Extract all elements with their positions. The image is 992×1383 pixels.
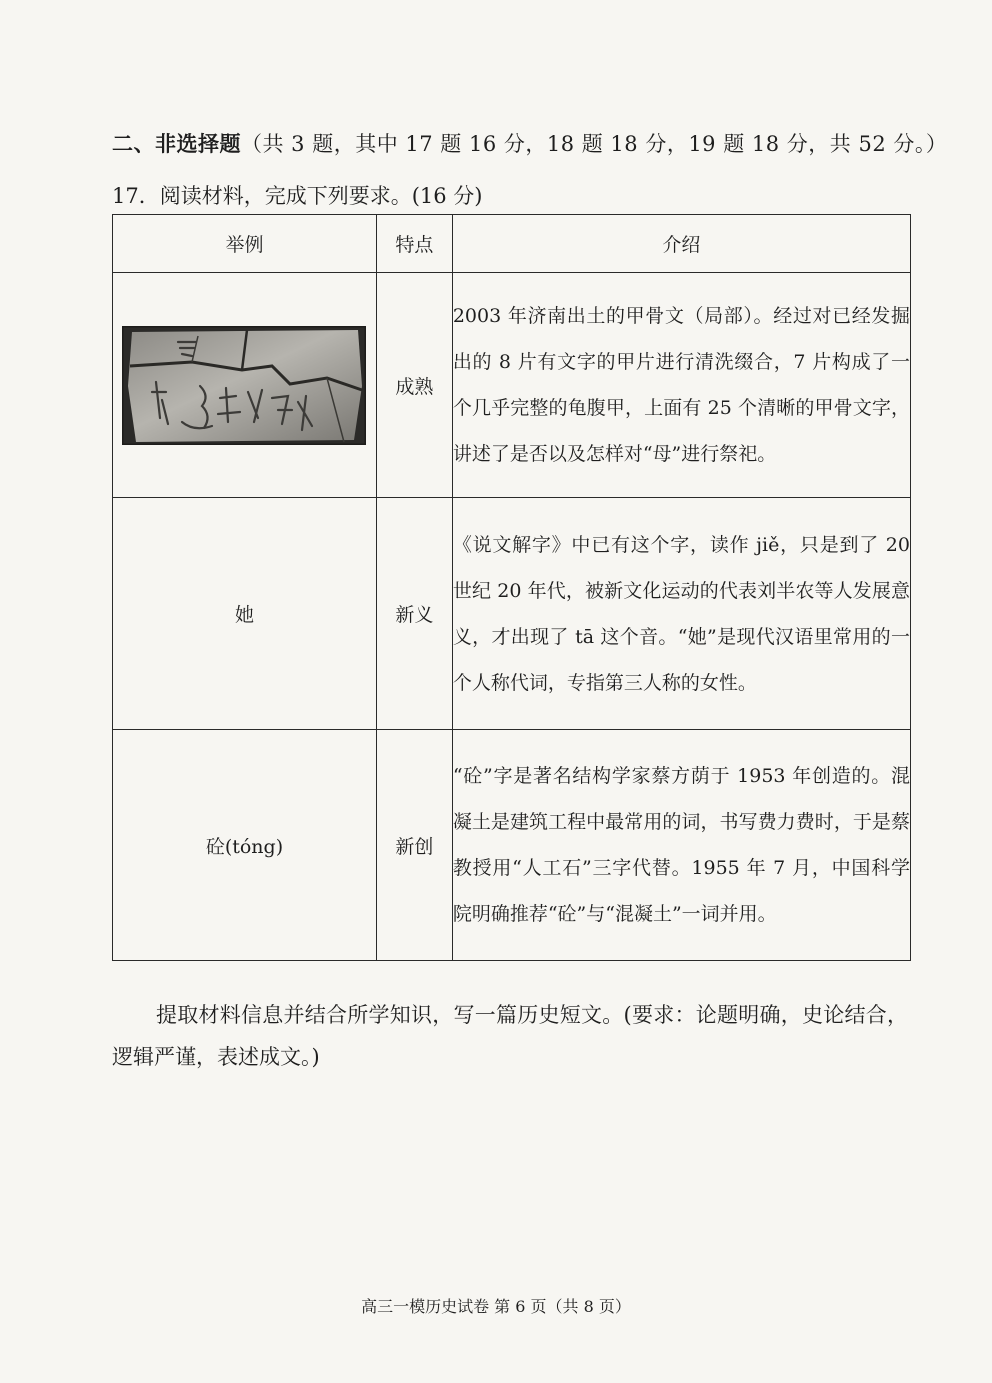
example-cell: 砼(tóng): [113, 730, 377, 961]
section-label: 二、非选择题: [112, 132, 241, 156]
header-example: 举例: [113, 215, 377, 273]
page-footer: 高三一模历史试卷 第 6 页（共 8 页）: [361, 1297, 631, 1316]
example-cell: [113, 273, 377, 498]
intro-cell: 《说文解字》中已有这个字，读作 jiě，只是到了 20 世纪 20 年代，被新文化运动的代表刘半农等人发展意义，才出现了 tā 这个音。“她”是现代汉语里常用的一个人称代词，专指第三人称的女性。: [452, 498, 910, 730]
feature-cell: 新创: [376, 730, 452, 961]
intro-cell: “砼”字是著名结构学家蔡方荫于 1953 年创造的。混凝土是建筑工程中最常用的词，书写费力费时，于是蔡教授用“人工石”三字代替。1955 年 7 月，中国科学院明确推荐“砼”与“混凝土”一词并用。: [452, 730, 910, 961]
material-table: [112, 214, 911, 961]
example-cell: 她: [113, 498, 377, 730]
question-title: 17．阅读材料，完成下列要求。(16 分): [112, 184, 483, 208]
table-row: [113, 498, 911, 730]
feature-cell: 成熟: [376, 273, 452, 498]
oracle-bone-image: [122, 326, 366, 445]
header-feature: 特点: [376, 215, 452, 273]
intro-cell: 2003 年济南出土的甲骨文（局部）。经过对已经发掘出的 8 片有文字的甲片进行清洗缀合，7 片构成了一个几乎完整的龟腹甲，上面有 25 个清晰的甲骨文字，讲述了是否以及怎样对“母”进行祭祀。: [452, 273, 910, 498]
header-intro: 介绍: [452, 215, 910, 273]
table-header-row: [113, 215, 911, 273]
feature-cell: 新义: [376, 498, 452, 730]
section-heading: [112, 128, 947, 158]
section-detail: （共 3 题，其中 17 题 16 分，18 题 18 分，19 题 18 分，共 52 分。）: [241, 132, 948, 156]
writing-prompt: 提取材料信息并结合所学知识，写一篇历史短文。(要求：论题明确，史论结合，逻辑严谨，表述成文。): [112, 1003, 908, 1069]
table-row: [113, 730, 911, 961]
table-row: [113, 273, 911, 498]
